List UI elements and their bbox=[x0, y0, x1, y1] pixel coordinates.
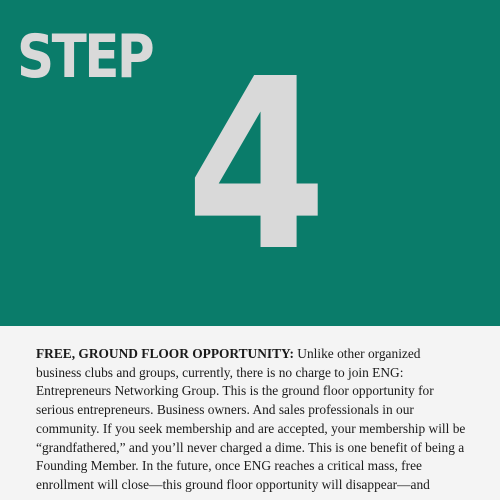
body-paragraph bbox=[36, 345, 466, 495]
step-heading: STEP bbox=[17, 22, 153, 92]
paragraph-text: Unlike other organized business clubs and groups, currently, there is no charge to join ENG: Entrepreneurs Networking Group. This is the ground floor opportunity for serious entrepreneurs. Business owners. And sales professionals in our community. If you seek membership and are accepted, your membership will be “grandfathered,” and you’ll never charged a dime. This is one benefit of being a Founding Member. In the future, once ENG reaches a critical mass, free enrollment will close—this ground floor opportunity will disappear—and bbox=[36, 346, 466, 492]
step-number: 4 bbox=[185, 28, 328, 303]
paragraph-lead-heading: FREE, GROUND FLOOR OPPORTUNITY: bbox=[36, 346, 294, 361]
